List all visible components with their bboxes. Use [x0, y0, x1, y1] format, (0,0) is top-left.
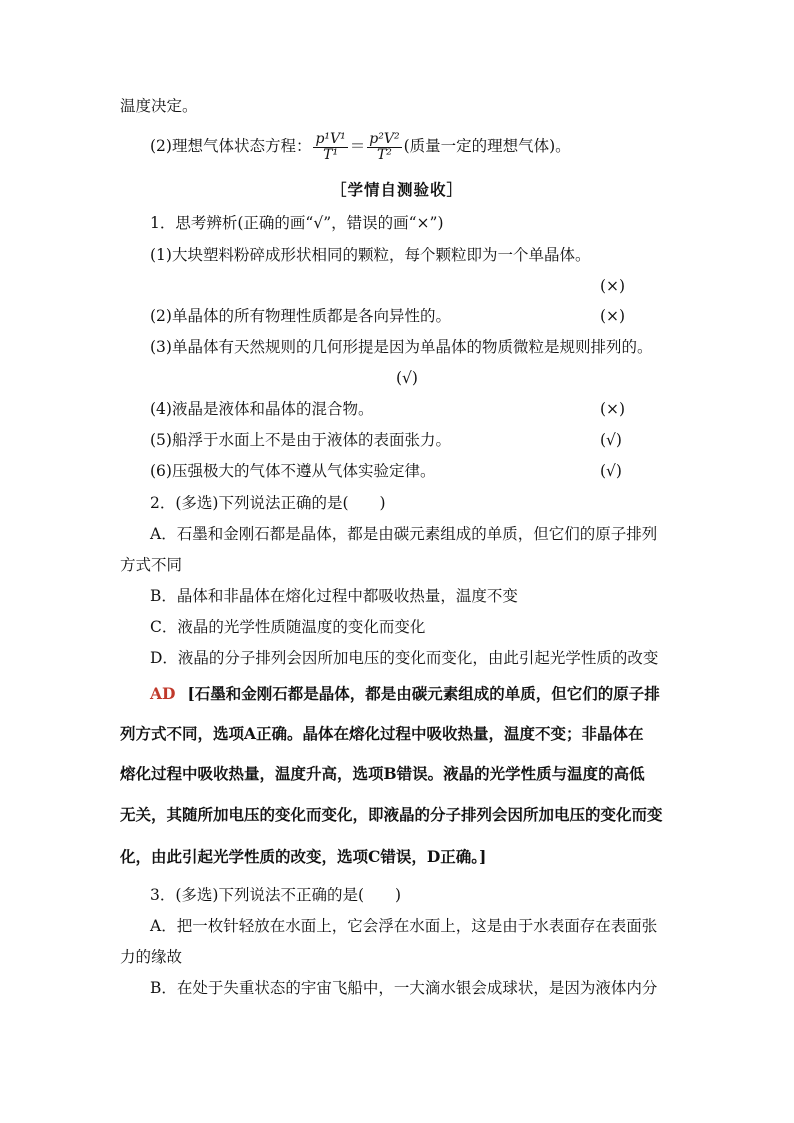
section-heading: ［学情自测验收］	[330, 180, 463, 199]
formula-rhs-denominator: T²	[376, 146, 392, 163]
q1-stem: 1．思考辨析(正确的画“√”，错误的画“×”)	[150, 214, 444, 232]
q1-item-1-mark: (×)	[600, 277, 626, 295]
q2-explain-line-2: 列方式不同，选项A正确。晶体在熔化过程中吸收热量，温度不变；非晶体在	[120, 724, 644, 743]
q2-option-a: A．石墨和金刚石都是晶体，都是由碳元素组成的单质，但它们的原子排列	[150, 525, 658, 543]
q1-item-6: (6)压强极大的气体不遵从气体实验定律。	[150, 462, 436, 480]
q3-option-a-cont: 力的缘故	[120, 948, 183, 966]
q2-explain-line-5: 化，由此引起光学性质的改变，选项C错误，D正确。]	[120, 847, 487, 866]
q1-item-4: (4)液晶是液体和晶体的混合物。	[150, 400, 374, 418]
q3-option-b: B．在处于失重状态的宇宙飞船中，一大滴水银会成球状，是因为液体内分	[150, 979, 658, 997]
formula-equals: ＝	[349, 137, 366, 155]
q2-option-a-cont: 方式不同	[120, 556, 183, 574]
formula-prefix: (2)理想气体状态方程：	[150, 137, 312, 155]
q1-item-3: (3)单晶体有天然规则的几何形提是因为单晶体的物质微粒是规则排列的。	[150, 338, 653, 356]
q2-explain-line-1: AD [石墨和金刚石都是晶体，都是由碳元素组成的单质，但它们的原子排	[150, 684, 660, 703]
q2-option-d: D．液晶的分子排列会因所加电压的变化而变化，由此引起光学性质的改变	[150, 649, 659, 667]
q3-stem: 3．(多选)下列说法不正确的是( )	[150, 886, 402, 904]
q3-option-a: A．把一枚针轻放在水面上，它会浮在水面上，这是由于水表面存在表面张	[150, 917, 658, 935]
formula-lhs-fraction	[313, 132, 347, 163]
formula-suffix: (质量一定的理想气体)。	[403, 137, 571, 155]
formula-rhs-numerator: p²V²	[369, 130, 400, 147]
formula-lhs-numerator: p¹V¹	[315, 130, 346, 147]
q2-answer: AD	[150, 684, 176, 703]
q1-item-3-mark: (√)	[396, 369, 418, 387]
q1-item-2: (2)单晶体的所有物理性质都是各向异性的。	[150, 307, 451, 325]
q1-item-2-mark: (×)	[600, 307, 626, 325]
q1-item-5-mark: (√)	[600, 431, 622, 449]
intro-tail: 温度决定。	[120, 97, 198, 115]
q2-explain-line-3: 熔化过程中吸收热量，温度升高，选项B错误。液晶的光学性质与温度的高低	[120, 764, 645, 783]
q2-explain-line-4: 无关，其随所加电压的变化而变化，即液晶的分子排列会因所加电压的变化而变	[120, 805, 663, 824]
ideal-gas-formula	[150, 128, 571, 164]
q2-stem: 2．(多选)下列说法正确的是( )	[150, 494, 386, 512]
q1-item-5: (5)船浮于水面上不是由于液体的表面张力。	[150, 431, 451, 449]
q1-item-1: (1)大块塑料粉碎成形状相同的颗粒，每个颗粒即为一个单晶体。	[150, 246, 591, 264]
q2-option-c: C．液晶的光学性质随温度的变化而变化	[150, 618, 426, 636]
formula-rhs-fraction	[367, 132, 401, 163]
formula-lhs-denominator: T¹	[323, 146, 339, 163]
q1-item-6-mark: (√)	[600, 462, 622, 480]
q1-item-4-mark: (×)	[600, 400, 626, 418]
q2-option-b: B．晶体和非晶体在熔化过程中都吸收热量，温度不变	[150, 587, 518, 605]
